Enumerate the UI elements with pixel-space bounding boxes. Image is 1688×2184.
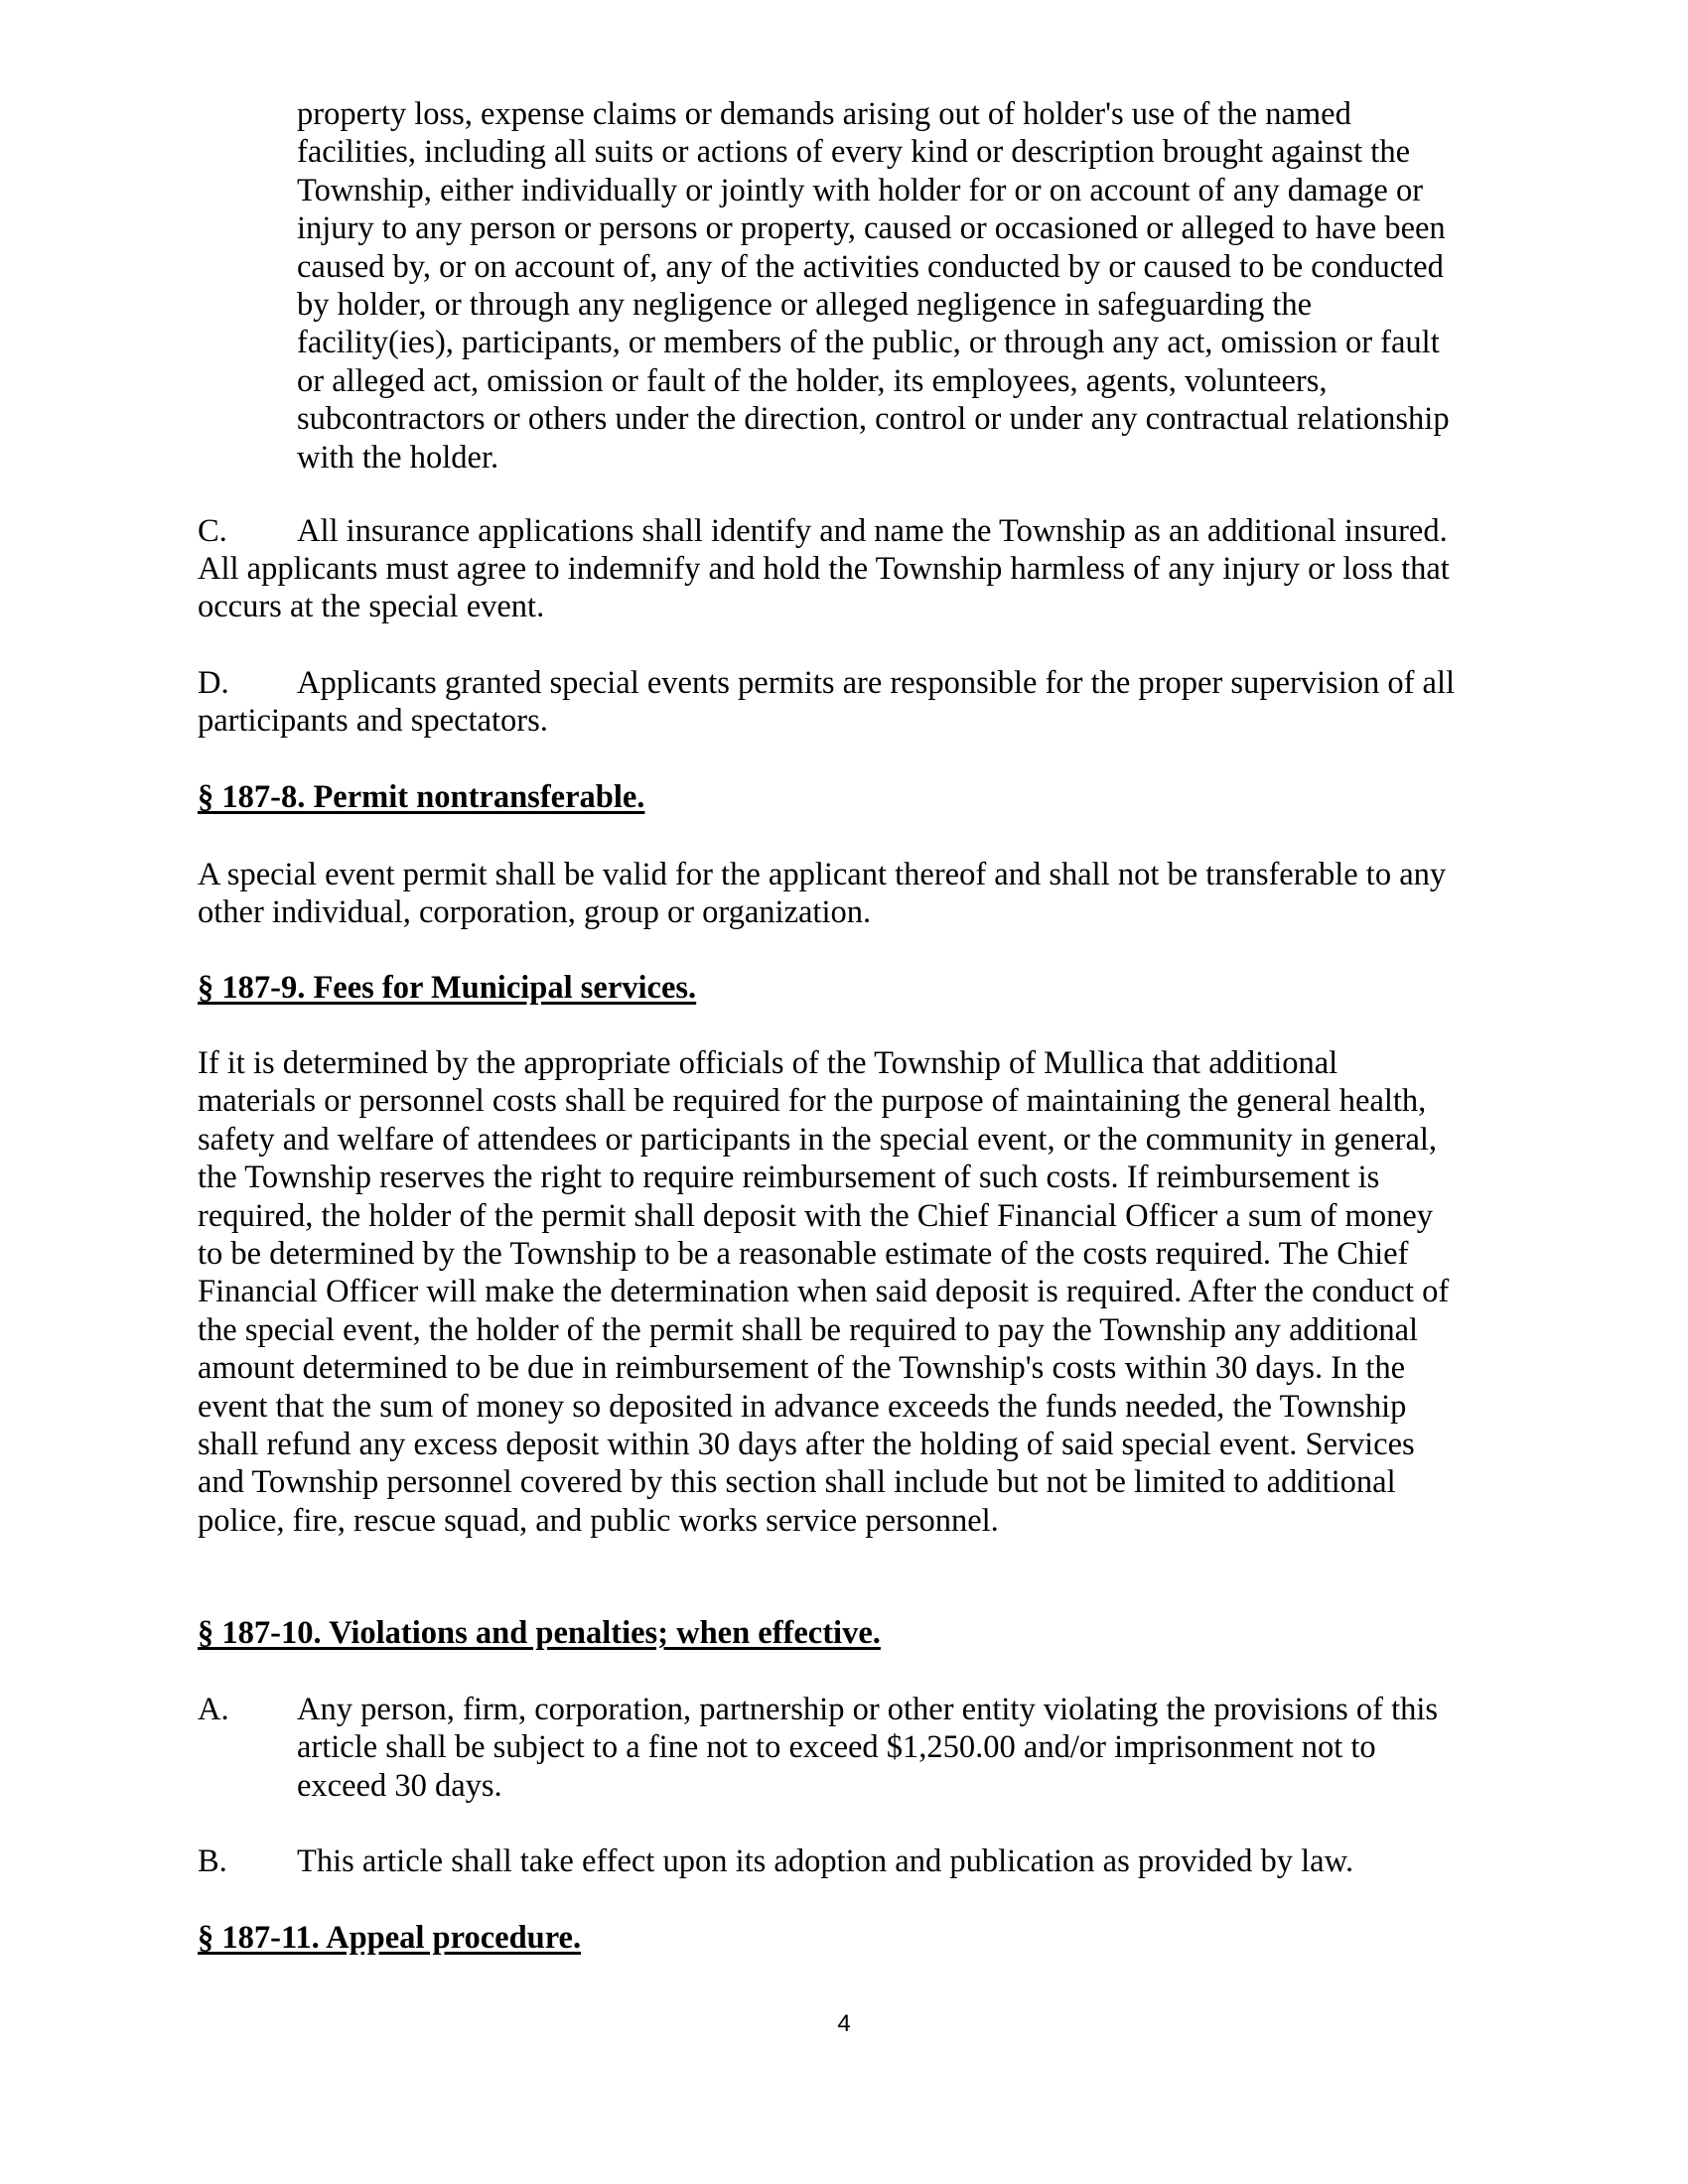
section-heading-187-9: § 187-9. Fees for Municipal services. <box>198 970 697 1006</box>
text-line: This article shall take effect upon its adoption and publication as provided by law. <box>297 1843 1354 1879</box>
text-line: by holder, or through any negligence or alleged negligence in safeguarding the <box>297 286 1313 323</box>
text-line: amount determined to be due in reimbursement of the Township's costs within 30 days. In the <box>198 1350 1406 1387</box>
section-heading-187-8: § 187-8. Permit nontransferable. <box>198 779 645 815</box>
section-heading-187-10: § 187-10. Violations and penalties; when effective. <box>198 1615 881 1651</box>
text-line: Financial Officer will make the determination when said deposit is required. After the conduct of <box>198 1274 1450 1310</box>
continuation-paragraph <box>297 95 1450 477</box>
page-number: 4 <box>837 2010 851 2037</box>
text-line: facilities, including all suits or actions of every kind or description brought against the <box>297 134 1410 171</box>
section-187-8-body <box>198 856 1446 932</box>
section-heading-187-11: § 187-11. Appeal procedure. <box>198 1920 582 1956</box>
text-line: subcontractors or others under the direction, control or under any contractual relationship <box>297 401 1450 438</box>
item-label: C. <box>198 513 227 549</box>
text-line: shall refund any excess deposit within 30 days after the holding of said special event. Services <box>198 1426 1415 1462</box>
text-line: the special event, the holder of the permit shall be required to pay the Township any additional <box>198 1311 1419 1348</box>
text-line: exceed 30 days. <box>297 1767 502 1804</box>
text-line: occurs at the special event. <box>198 589 545 625</box>
item-label: D. <box>198 665 229 701</box>
text-line: to be determined by the Township to be a reasonable estimate of the costs required. The Chief <box>198 1235 1409 1272</box>
text-line: or alleged act, omission or fault of the holder, its employees, agents, volunteers, <box>297 362 1328 399</box>
text-line: safety and welfare of attendees or participants in the special event, or the community in general, <box>198 1121 1438 1158</box>
text-line: and Township personnel covered by this section shall include but not be limited to additional <box>198 1464 1396 1501</box>
section-187-9-body <box>198 1044 1449 1540</box>
text-line: caused by, or on account of, any of the activities conducted by or caused to be conducted <box>297 248 1444 285</box>
text-line: required, the holder of the permit shall deposit with the Chief Financial Officer a sum of money <box>198 1197 1433 1234</box>
text-line: Township, either individually or jointly with holder for or on account of any damage or <box>297 172 1424 208</box>
text-line: with the holder. <box>297 439 499 476</box>
text-line: facility(ies), participants, or members of the public, or through any act, omission or fault <box>297 325 1440 361</box>
text-line: injury to any person or persons or property, caused or occasioned or alleged to have been <box>297 210 1446 247</box>
text-line: event that the sum of money so deposited in advance exceeds the funds needed, the Township <box>198 1388 1407 1425</box>
text-line: All applicants must agree to indemnify and hold the Township harmless of any injury or loss that <box>198 551 1450 587</box>
text-line: the Township reserves the right to require reimbursement of such costs. If reimbursement is <box>198 1160 1380 1196</box>
text-line: property loss, expense claims or demands arising out of holder's use of the named <box>297 96 1351 132</box>
text-line: Any person, firm, corporation, partnership or other entity violating the provisions of this <box>297 1692 1439 1727</box>
text-line: A special event permit shall be valid for the applicant thereof and shall not be transferable to any <box>198 857 1447 892</box>
item-label: B. <box>198 1843 227 1879</box>
text-line: materials or personnel costs shall be required for the purpose of maintaining the general health, <box>198 1083 1427 1120</box>
text-line: other individual, corporation, group or organization. <box>198 894 872 931</box>
text-line: participants and spectators. <box>198 703 548 739</box>
text-line: article shall be subject to a fine not to exceed $1,250.00 and/or imprisonment not to <box>297 1729 1376 1766</box>
text-line: If it is determined by the appropriate officials of the Township of Mullica that additional <box>198 1045 1338 1081</box>
text-line: police, fire, rescue squad, and public works service personnel. <box>198 1502 999 1539</box>
text-line: All insurance applications shall identify and name the Township as an additional insured. <box>297 513 1448 549</box>
text-line: Applicants granted special events permits are responsible for the proper supervision of all <box>297 665 1456 701</box>
item-label: A. <box>198 1692 229 1727</box>
